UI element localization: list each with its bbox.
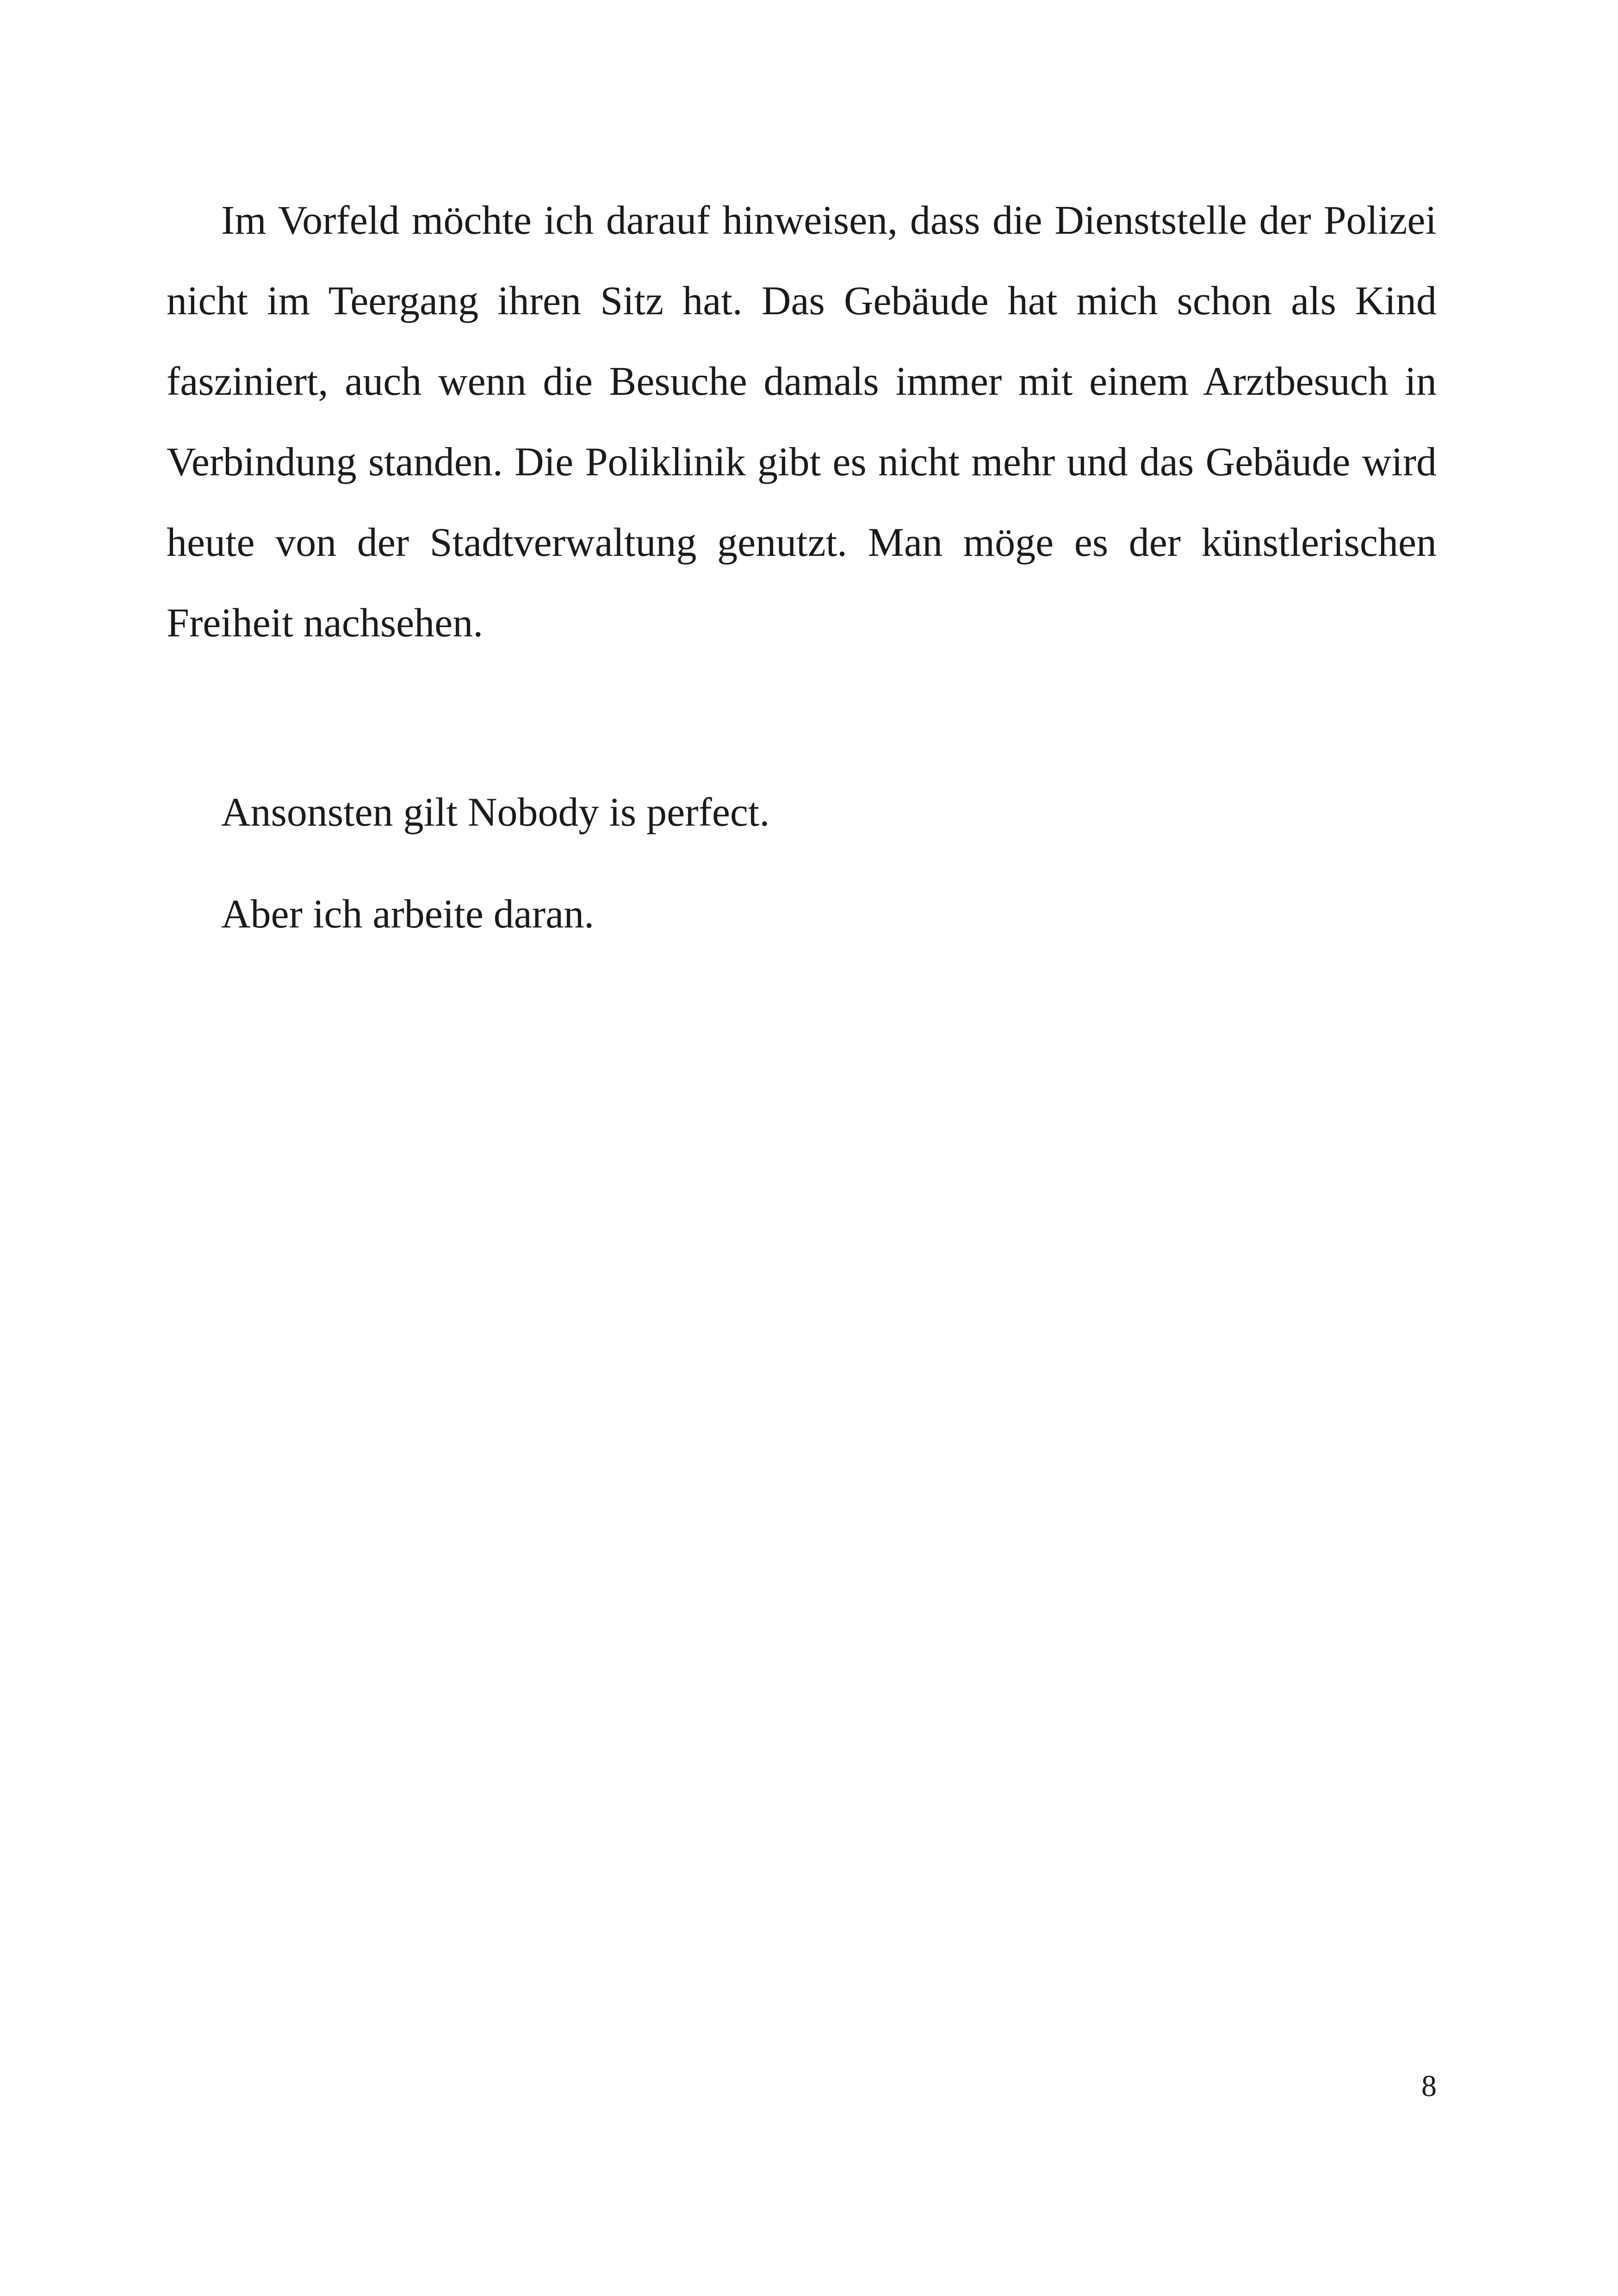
closing-line-2: Aber ich arbeite daran.: [221, 892, 595, 937]
closing-line-1: Ansonsten gilt Nobody is perfect.: [221, 790, 770, 835]
page-number: 8: [1421, 2069, 1437, 2103]
intro-paragraph: Im Vorfeld möchte ich darauf hinweisen, dass die Dienststelle der Polizei nicht im Teergang ihren Sitz hat. Das Gebäude hat mich schon als Kind fasziniert, auch wenn die Besuche damals immer mit einem Arztbesuch in Verbindung standen. Die Poliklinik gibt es nicht mehr und das Gebäude wird heute von der Stadtverwaltung genutzt. Man möge es der künstlerischen Freiheit nachsehen.: [167, 198, 1437, 646]
